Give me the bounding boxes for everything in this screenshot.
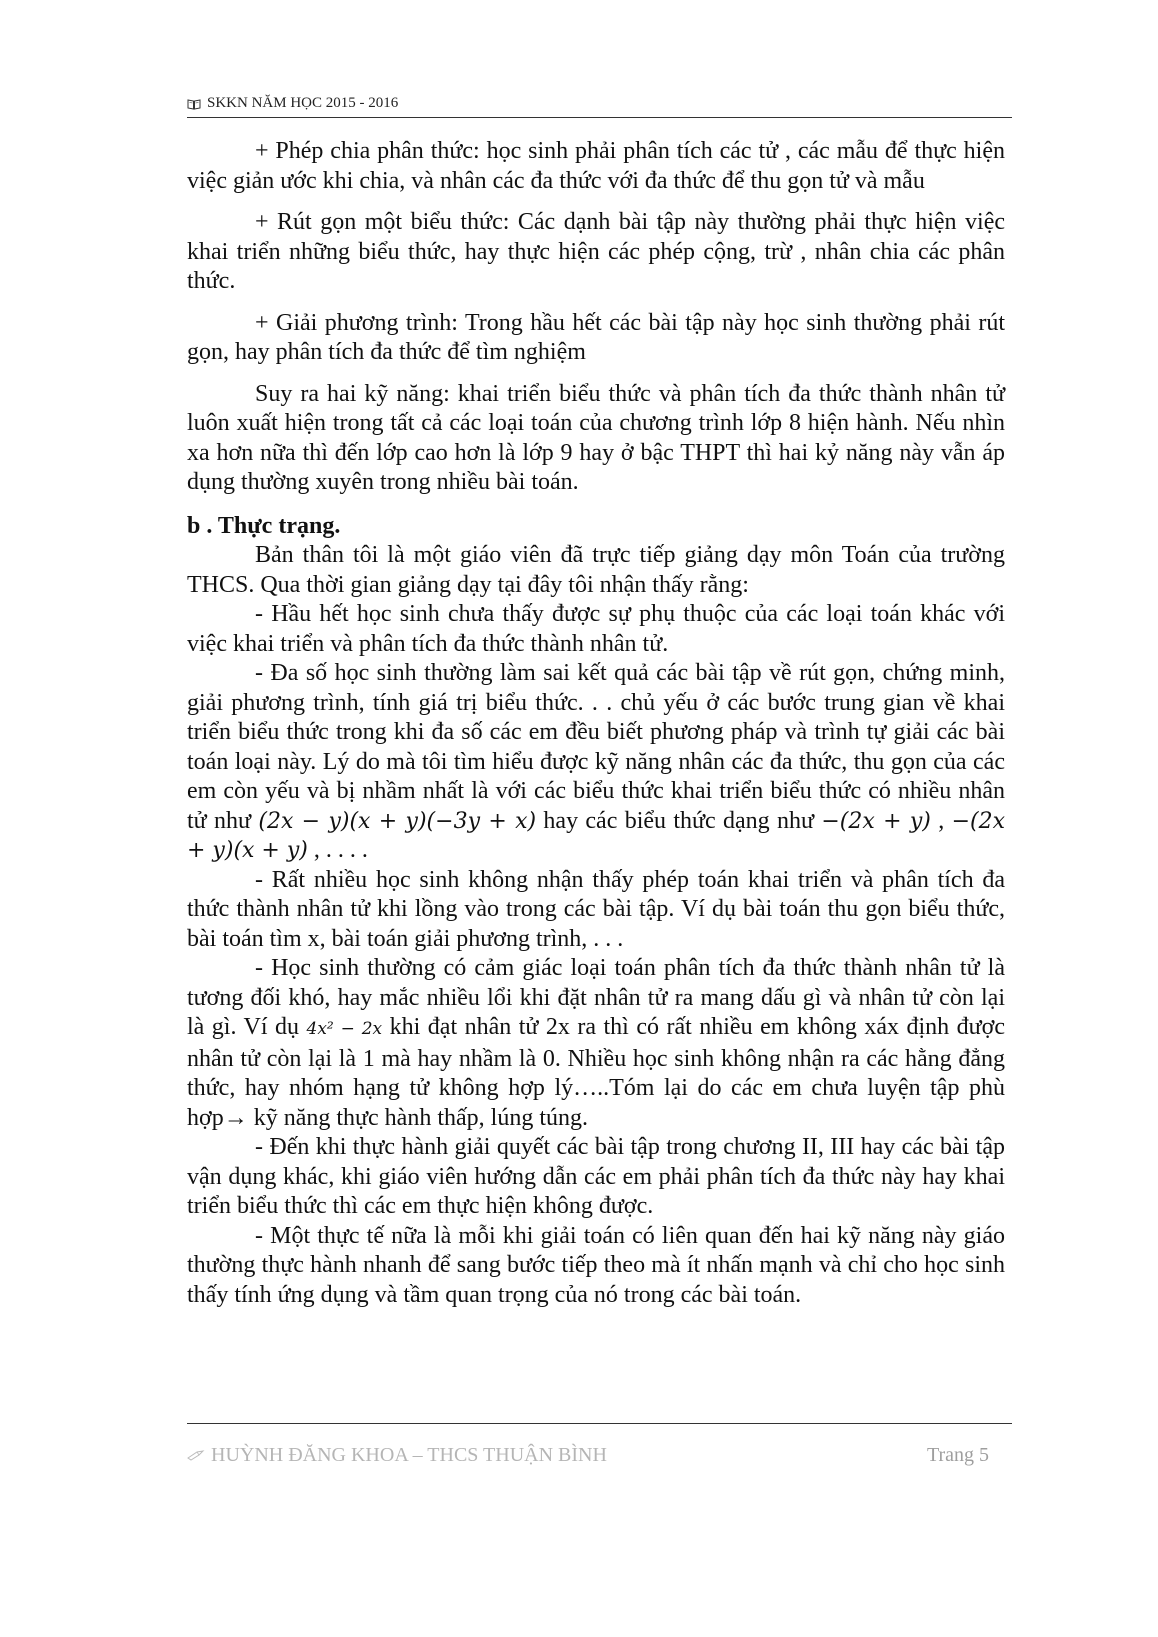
bullet-text: - Học sinh thường có cảm giác loại toán phân tích đa thức thành nhân tử là tương đối khó, hay mắc nhiều lổi khi đặt nhân tử ra mang dấu gì và nhân tử còn lại là gì. Ví dụ (187, 955, 1005, 1040)
paragraph-intro: Bản thân tôi là một giáo viên đã trực tiếp giảng dạy môn Toán của trường THCS. Qua thời gian giảng dạy tại đây tôi nhận thấy rằng: (187, 542, 1005, 598)
page-number: Trang 5 (926, 1443, 989, 1466)
page-header (187, 95, 1012, 112)
bullet-text: , . . . . (307, 837, 368, 863)
footer-author: HUỲNH ĐĂNG KHOA – THCS THUẬN BÌNH (211, 1443, 607, 1466)
bullet-text: - Đa số học sinh thường làm sai kết quả các bài tập về rút gọn, chứng minh, giải phương trình, tính giá trị biểu thức. . . chủ yếu ở các bước trung gian về khai triển biểu thức trong khi đa số các em đều biết phương pháp và trình tự giải các bài toán loại này. Lý do mà tôi tìm hiểu được kỹ năng nhân các đa thức, thu gọn của các em còn yếu và bị nhầm nhất là với các biểu thức khai triển biểu thức có nhiều nhân tử như (187, 660, 1005, 834)
paragraph-conclusion: Suy ra hai kỹ năng: khai triển biểu thức và phân tích đa thức thành nhân tử luôn xuất hiện trong tất cả các loại toán của chương trình lớp 8 hiện hành. Nếu nhìn xa hơn nữa thì đến lớp cao hơn là lớp 9 hay ở bậc THPT thì hai kỷ năng này vẫn áp dụng thường xuyên trong nhiều bài toán. (187, 380, 1005, 495)
bullet-text: kỹ năng thực hành thấp, lúng túng. (247, 1104, 588, 1131)
paragraph-simplify: + Rút gọn một biểu thức: Các dạnh bài tập này thường phải thực hiện việc khai triển những biểu thức, hay thực hiện các phép cộng, trừ , nhân chia các phân thức. (187, 209, 1005, 294)
arrow-icon: → (223, 1104, 248, 1131)
bullet-factoring-difficulty (187, 954, 1005, 1133)
header-title: SKKN NĂM HỌC 2015 - 2016 (207, 95, 399, 111)
paragraph-division: + Phép chia phân thức: học sinh phải phân tích các tử , các mẫu để thực hiện việc giản ước khi chia, và nhân các đa thức với đa thức để thu gọn tử và mẫu (187, 138, 1005, 194)
page-body (187, 137, 1005, 1310)
footer-author-block (187, 1444, 607, 1467)
bullet-text: hay các biểu thức dạng như (536, 807, 822, 834)
bullet-text: khi đạt nhân tử 2x ra thì có rất nhiều em không xáx định được nhân tử còn lại là 1 mà hay nhầm là 0. Nhiều học sinh không nhận ra các hằng đẳng thức, hay nhóm hạng tử không hợp lý…..Tóm lại do các em chưa luyện tập phù hợp (187, 1014, 1005, 1131)
bullet-not-recognized: - Rất nhiều học sinh không nhận thấy phép toán khai triển và phân tích đa thức thành nhân tử khi lồng vào trong các bài tập. Ví dụ bài toán thu gọn biểu thức, bài toán tìm x, bài toán giải phương trình, . . . (187, 866, 1005, 952)
paragraph-equation: + Giải phương trình: Trong hầu hết các bài tập này học sinh thường phải rút gọn, hay phân tích đa thức để tìm nghiệm (187, 309, 1005, 365)
header-divider (187, 117, 1012, 118)
separator: , (930, 807, 952, 834)
math-expression: −(2x + y) (821, 808, 931, 834)
footer-divider (187, 1423, 1012, 1424)
bullet-teacher-practice: - Một thực tế nữa là mỗi khi giải toán có liên quan đến hai kỹ năng này giáo thường thực hành nhanh để sang bước tiếp theo mà ít nhấn mạnh và chỉ cho học sinh thấy tính ứng dụng và tầm quan trọng của nó trong các bài toán. (187, 1222, 1005, 1308)
math-expression: 4x² − 2x (306, 1019, 383, 1039)
open-book-icon (187, 98, 201, 110)
page-footer (187, 1440, 989, 1470)
bullet-expansion-errors (187, 659, 1005, 866)
bullet-chapter-practice: - Đến khi thực hành giải quyết các bài tập trong chương II, III hay các bài tập vận dụng khác, khi giáo viên hướng dẫn các em phải phân tích đa thức này hay khai triển biểu thức thì các em thực hiện không được. (187, 1134, 1005, 1219)
math-expression: −(2x + y)(x + y) (187, 808, 1005, 863)
math-expression: (2x − y)(x + y)(−3y + x) (258, 808, 537, 834)
bullet-dependency: - Hầu hết học sinh chưa thấy được sự phụ thuộc của các loại toán khác với việc khai triển và phân tích đa thức thành nhân tử. (187, 601, 1005, 657)
pen-hand-icon (187, 1444, 205, 1467)
section-heading: b . Thực trạng. (187, 512, 341, 539)
